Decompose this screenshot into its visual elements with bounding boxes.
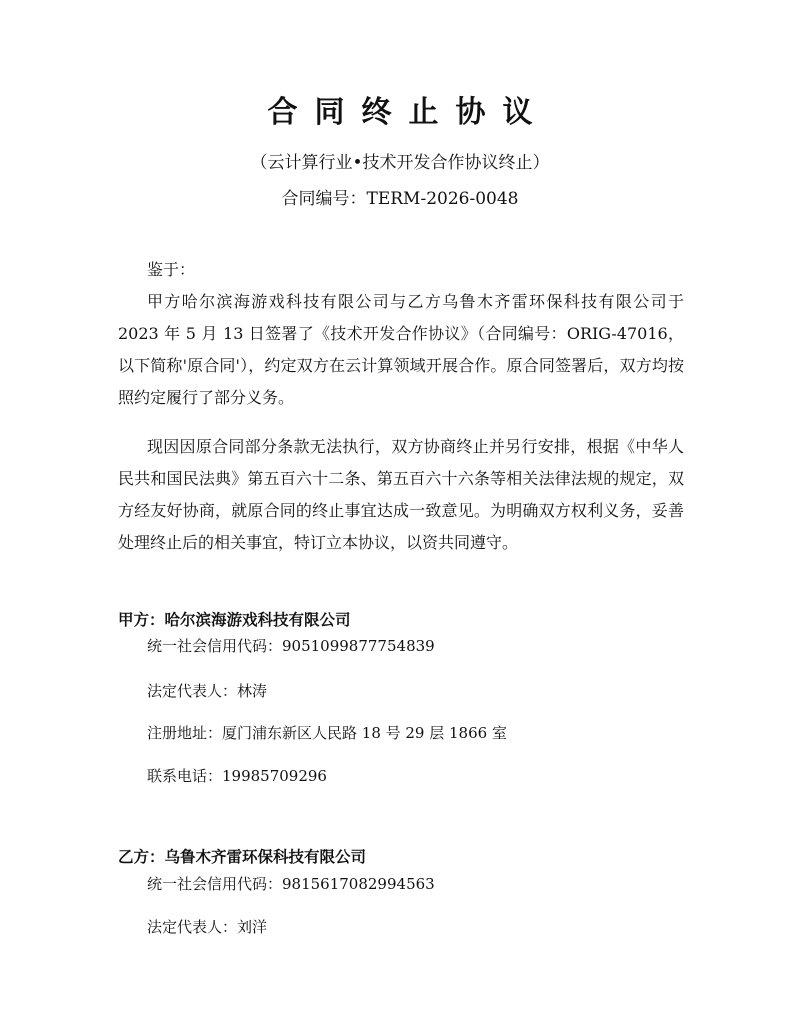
contract-number: 合同编号：TERM-2026-0048 <box>281 189 519 209</box>
party-a-address: 注册地址：厦门浦东新区人民路 18 号 29 层 1866 室 <box>147 724 507 742</box>
recital-paragraph-2: 现因因原合同部分条款无法执行，双方协商终止并另行安排，根据《中华人民共和国民法典》第五百六十二条、第五百六十六条等相关法律法规的规定，双方经友好协商，就原合同的终止事宜达成一致意见。为明确双方权利义务，妥善处理终止后的相关事宜，特订立本协议，以资共同遵守。 <box>118 437 684 552</box>
party-a-heading: 甲方：哈尔滨海游戏科技有限公司 <box>118 611 351 629</box>
party-a-phone: 联系电话：19985709296 <box>147 767 327 785</box>
party-b-heading: 乙方：乌鲁木齐雷环保科技有限公司 <box>118 848 367 866</box>
recitals-lead: 鉴于： <box>147 260 196 279</box>
recital-paragraph-1: 甲方哈尔滨海游戏科技有限公司与乙方乌鲁木齐雷环保科技有限公司于 2023 年 5 月 13 日签署了《技术开发合作协议》（合同编号：ORIG-47016，以下简称'原合同'），约定双方在云计算领域开展合作。原合同签署后，双方均按照约定履行了部分义务。 <box>118 292 684 407</box>
document-subtitle: （云计算行业•技术开发合作协议终止） <box>250 153 550 173</box>
party-a-credit-code: 统一社会信用代码：9051099877754839 <box>147 637 435 655</box>
party-b-legal-representative: 法定代表人：刘洋 <box>147 918 268 936</box>
document-title: 合同终止协议 <box>267 95 550 130</box>
party-b-credit-code: 统一社会信用代码：9815617082994563 <box>147 875 435 893</box>
party-a-legal-representative: 法定代表人：林涛 <box>147 682 268 700</box>
